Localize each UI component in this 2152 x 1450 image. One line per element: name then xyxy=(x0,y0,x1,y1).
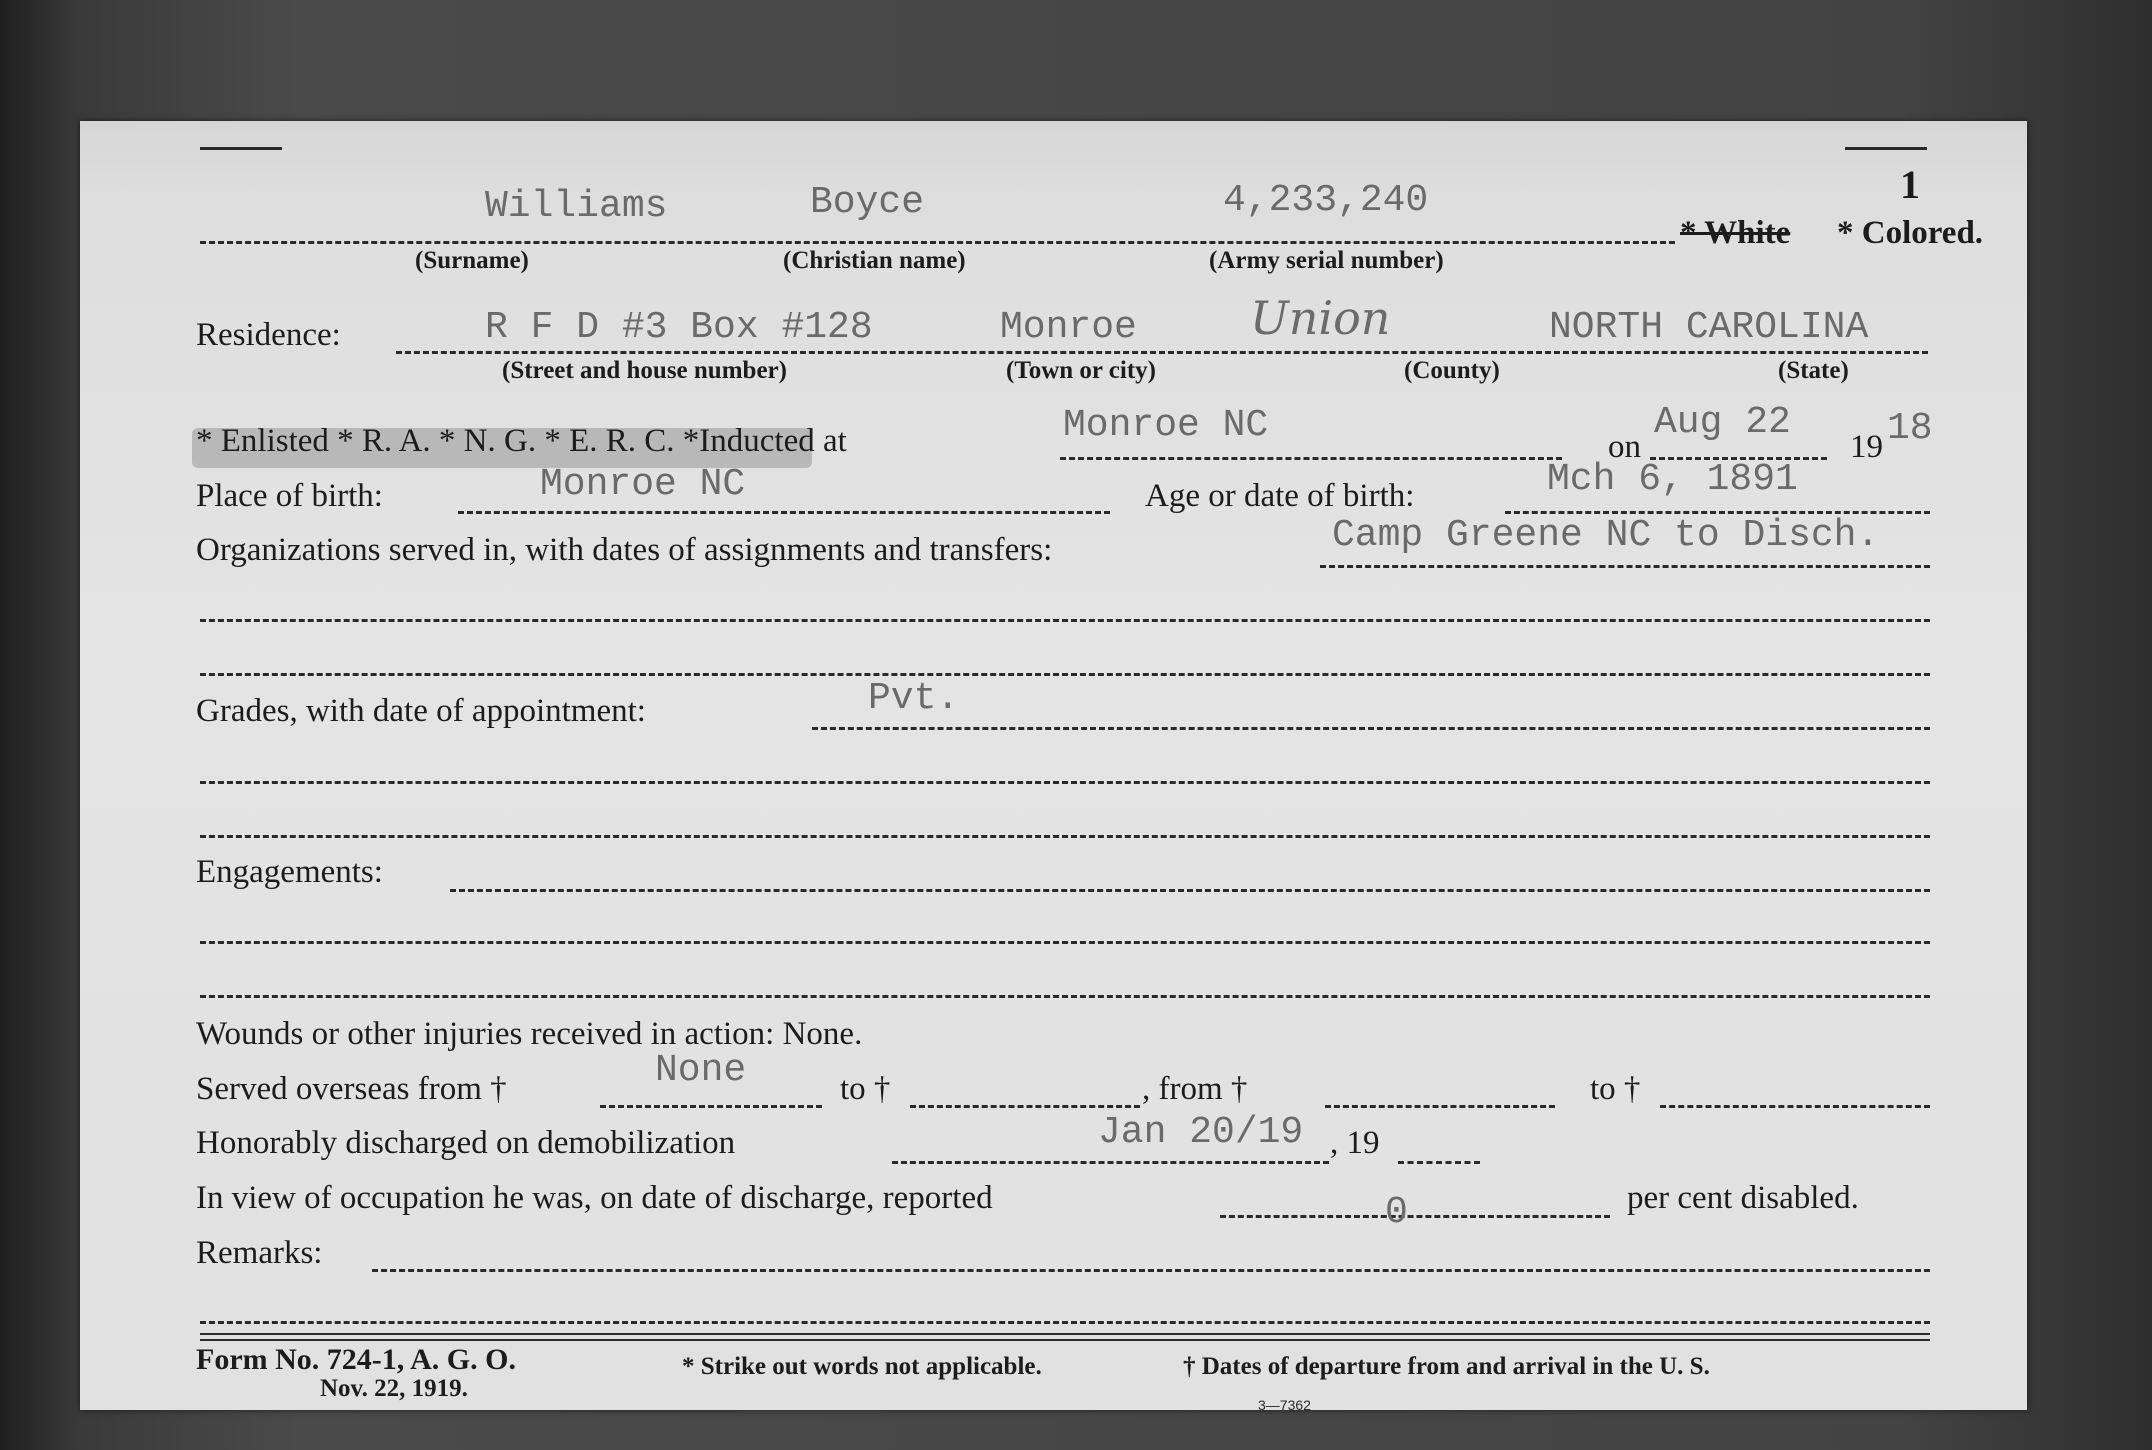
discharge-year-line xyxy=(1398,1161,1480,1164)
age-label: Age or date of birth: xyxy=(1145,478,1415,514)
disability-line xyxy=(1220,1215,1610,1218)
inducted-year-prefix: 19 xyxy=(1850,429,1883,465)
overseas-to-line xyxy=(910,1105,1140,1108)
form-number: Form No. 724-1, A. G. O. xyxy=(196,1343,516,1376)
footer-rule-2 xyxy=(200,1339,1930,1341)
serial-number-value: 4,233,240 xyxy=(1223,179,1429,222)
strike-note: * Strike out words not applicable. xyxy=(682,1353,1042,1380)
inducted-year-suffix: 18 xyxy=(1887,407,1933,450)
discharge-line xyxy=(892,1161,1329,1164)
christian-name-value: Boyce xyxy=(810,181,925,224)
race-white-label xyxy=(1680,215,1790,252)
overseas-from-label: Served overseas from † xyxy=(196,1071,507,1107)
birth-place-label: Place of birth: xyxy=(196,478,383,514)
discharge-label: Honorably discharged on demobilization xyxy=(196,1125,736,1161)
residence-county-value: Union xyxy=(1250,291,1391,345)
organizations-label: Organizations served in, with dates of assignments and transfers: xyxy=(196,532,1053,568)
overseas-to2-line xyxy=(1660,1105,1930,1108)
grades-value: Pvt. xyxy=(868,677,960,720)
surname-caption: (Surname) xyxy=(415,247,529,274)
birth-place-line xyxy=(458,511,1110,514)
surname-value: Williams xyxy=(485,185,668,228)
state-caption: (State) xyxy=(1778,357,1849,384)
organizations-line-1 xyxy=(1320,565,1930,568)
serial-number-caption: (Army serial number) xyxy=(1209,247,1444,274)
form-date: Nov. 22, 1919. xyxy=(320,1375,468,1402)
organizations-line-3 xyxy=(200,673,1930,676)
footer-rule-1 xyxy=(200,1333,1930,1335)
remarks-label: Remarks: xyxy=(196,1235,323,1271)
dates-note: † Dates of departure from and arrival in the U. S. xyxy=(1183,1353,1710,1380)
grades-line-3 xyxy=(200,835,1930,838)
residence-state-value: NORTH CAROLINA xyxy=(1549,306,1869,349)
remarks-line-2 xyxy=(200,1321,1930,1324)
engagements-line-3 xyxy=(200,995,1930,998)
service-record-card xyxy=(80,121,2027,1413)
residence-label: Residence: xyxy=(196,317,341,353)
overseas-from-line xyxy=(600,1105,822,1108)
on-label: on xyxy=(1608,429,1641,465)
remarks-line-1 xyxy=(372,1269,1930,1272)
street-caption: (Street and house number) xyxy=(502,357,787,384)
christian-name-caption: (Christian name) xyxy=(783,247,966,274)
top-left-rule xyxy=(200,147,282,150)
residence-line xyxy=(396,351,1928,354)
enlistment-label: * Enlisted * R. A. * N. G. * E. R. C. *Inducted at xyxy=(196,423,847,459)
overseas-value: None xyxy=(655,1049,747,1092)
race-colored-label: * Colored. xyxy=(1837,215,1984,251)
birth-place-value: Monroe NC xyxy=(540,463,746,506)
top-right-rule xyxy=(1845,147,1927,150)
disability-value: 0 xyxy=(1385,1191,1408,1234)
overseas-to2-label: to † xyxy=(1590,1071,1641,1107)
race-white: * White xyxy=(1680,215,1791,251)
organizations-value: Camp Greene NC to Disch. xyxy=(1332,514,1880,557)
inducted-date-value: Aug 22 xyxy=(1654,401,1791,444)
overseas-from2-line xyxy=(1325,1105,1555,1108)
name-row-line xyxy=(200,241,1675,244)
town-caption: (Town or city) xyxy=(1006,357,1156,384)
print-code: 3—7362 xyxy=(1258,1397,1311,1413)
engagements-label: Engagements: xyxy=(196,854,383,890)
grades-line-2 xyxy=(200,781,1930,784)
page-number: 1 xyxy=(1900,162,1920,207)
disability-suffix: per cent disabled. xyxy=(1627,1180,1859,1216)
inducted-place-value: Monroe NC xyxy=(1063,404,1269,447)
overseas-to-label: to † xyxy=(840,1071,891,1107)
disability-label: In view of occupation he was, on date of discharge, reported xyxy=(196,1180,993,1216)
grades-line-1 xyxy=(812,727,1930,730)
engagements-line-1 xyxy=(450,889,1930,892)
wounds-label: Wounds or other injuries received in action: None. xyxy=(196,1016,863,1052)
engagements-line-2 xyxy=(200,941,1930,944)
overseas-from2-label: , from † xyxy=(1142,1071,1248,1107)
discharge-value: Jan 20/19 xyxy=(1098,1111,1304,1154)
grades-label: Grades, with date of appointment: xyxy=(196,693,646,729)
birth-date-value: Mch 6, 1891 xyxy=(1547,458,1798,501)
discharge-year-prefix: , 19 xyxy=(1330,1125,1380,1161)
organizations-line-2 xyxy=(200,619,1930,622)
inducted-place-line xyxy=(1060,457,1562,460)
residence-street-value: R F D #3 Box #128 xyxy=(485,306,873,349)
residence-town-value: Monroe xyxy=(1000,306,1137,349)
county-caption: (County) xyxy=(1404,357,1500,384)
